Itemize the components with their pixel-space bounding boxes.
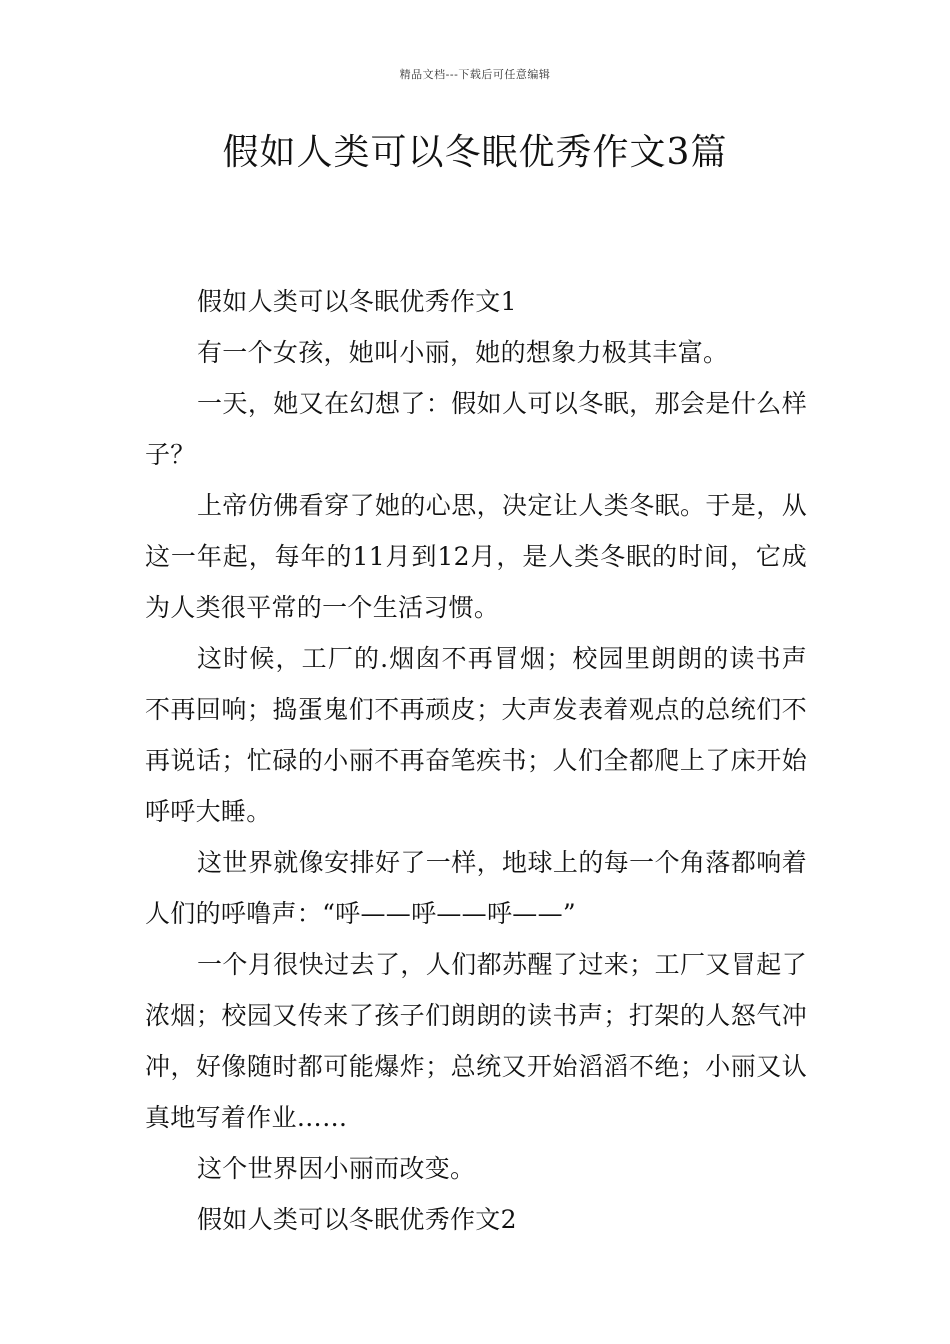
document-title: 假如人类可以冬眠优秀作文3篇 bbox=[222, 132, 728, 173]
paragraph: 上帝仿佛看穿了她的心思，决定让人类冬眠。于是，从这一年起，每年的11月到12月，是人类冬眠的时间，它成为人类很平常的一个生活习惯。 bbox=[145, 491, 807, 622]
document-body bbox=[145, 276, 807, 1245]
paragraph: 这时候，工厂的.烟囱不再冒烟；校园里朗朗的读书声不再回响；捣蛋鬼们不再顽皮；大声发表着观点的总统们不再说话；忙碌的小丽不再奋笔疾书；人们全都爬上了床开始呼呼大睡。 bbox=[145, 644, 807, 826]
paragraph: 一个月很快过去了，人们都苏醒了过来；工厂又冒起了浓烟；校园又传来了孩子们朗朗的读书声；打架的人怒气冲冲，好像随时都可能爆炸；总统又开始滔滔不绝；小丽又认真地写着作业…… bbox=[145, 950, 807, 1132]
paragraph: 这个世界因小丽而改变。 bbox=[197, 1154, 476, 1183]
essay-heading-1: 假如人类可以冬眠优秀作文1 bbox=[197, 287, 517, 316]
paragraph: 有一个女孩，她叫小丽，她的想象力极其丰富。 bbox=[197, 338, 729, 367]
paragraph: 这世界就像安排好了一样，地球上的每一个角落都响着人们的呼噜声：“呼——呼——呼——” bbox=[145, 848, 807, 928]
essay-heading-2: 假如人类可以冬眠优秀作文2 bbox=[197, 1205, 517, 1234]
paragraph: 一天，她又在幻想了：假如人可以冬眠，那会是什么样子？ bbox=[145, 389, 807, 469]
header-note: 精品文档---下载后可任意编辑 bbox=[399, 68, 551, 81]
